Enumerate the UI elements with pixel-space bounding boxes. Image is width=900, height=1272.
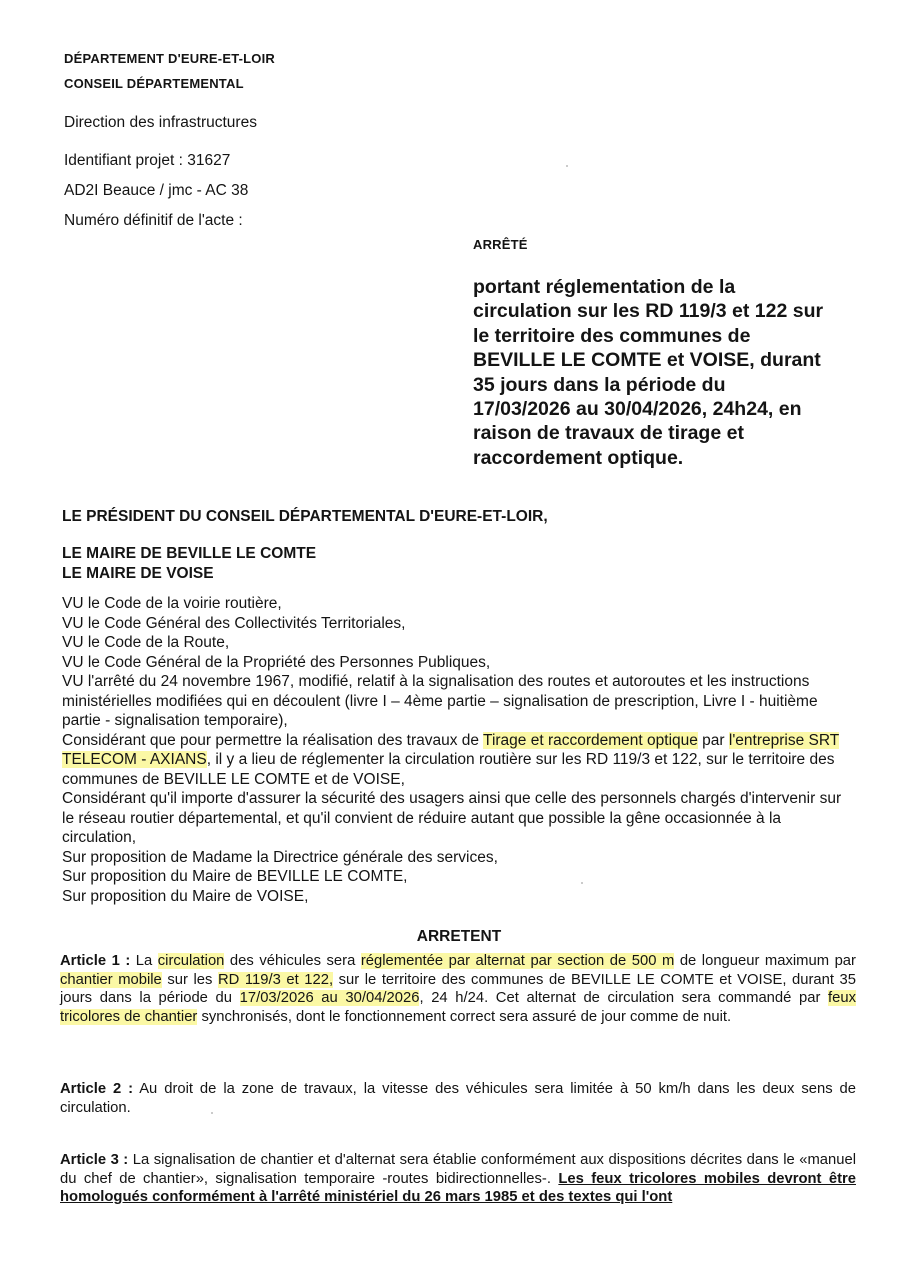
decree-title-line: 17/03/2026 au 30/04/2026, 24h24, en bbox=[473, 398, 802, 421]
highlight-mobile-site: chantier mobile bbox=[60, 971, 162, 988]
decree-title-line: raison de travaux de tirage et bbox=[473, 422, 744, 445]
legal-basis-item: VU le Code Général de la Propriété des Personnes Publiques, bbox=[62, 653, 491, 671]
decree-title-line: BEVILLE LE COMTE et VOISE, durant bbox=[473, 349, 821, 372]
decree-title-line: raccordement optique. bbox=[473, 446, 684, 469]
reference-code: AD2I Beauce / jmc - AC 38 bbox=[64, 182, 249, 199]
mayor-beville-heading: LE MAIRE DE BEVILLE LE COMTE bbox=[62, 545, 317, 562]
highlighted-contractor: l'entreprise SRT TELECOM - AXIANS bbox=[62, 731, 840, 768]
highlight-circulation: circulation bbox=[157, 953, 225, 969]
consideration-works: Considérant que pour permettre la réalisation des travaux de Tirage et raccordement optique par l'entreprise SRT TELECOM - AXIANS, il y a lieu de réglementer la circulation routière sur les RD 119/3 et 122, sur le territoire des communes de BEVILLE LE COMTE et de VOISE, bbox=[62, 731, 840, 788]
article-3: Article 3 : La signalisation de chantier et d'alternat sera établie conformément aux dispositions décrites dans le «manuel du chef de chantier», signalisation temporaire -routes bidirectionnelles-. Les feux tricolores mobiles devront être homologués conformément à l'arrêté ministériel du 26 mars 1985 et des textes qui l'ont bbox=[60, 1152, 857, 1205]
highlighted-works-type: Tirage et raccordement optique bbox=[483, 731, 698, 749]
article-1: Article 1 : La circulation des véhicules sera réglementée par alternat par section de 500 m de longueur maximum par chantier mobile sur les RD 119/3 et 122, sur le territoire des communes de BEVILLE LE COMTE et VOISE, durant 35 jours dans la période du 17/03/2026 au 30/04/2026, 24 h/24. Cet alternat de circulation sera commandé par feux tricolores de chantier synchronisés, dont le fonctionnement correct sera assuré de jour comme de nuit. bbox=[60, 953, 857, 1025]
article-2: Article 2 : Au droit de la zone de travaux, la vitesse des véhicules sera limitée à 50 km/h dans les deux sens de circulation. bbox=[60, 1081, 857, 1116]
highlight-traffic-lights: feux tricolores de chantier bbox=[60, 990, 856, 1025]
legal-basis-item: VU le Code de la voirie routière, bbox=[62, 595, 282, 612]
decree-title-line: 35 jours dans la période du bbox=[473, 373, 726, 396]
mayor-voise-heading: LE MAIRE DE VOISE bbox=[62, 565, 214, 582]
highlight-dates: 17/03/2026 au 30/04/2026 bbox=[239, 990, 420, 1006]
proposal-item: Sur proposition du Maire de VOISE, bbox=[62, 887, 309, 905]
proposal-item: Sur proposition du Maire de BEVILLE LE COMTE, bbox=[62, 868, 408, 885]
decree-title bbox=[473, 275, 873, 470]
direction-name: Direction des infrastructures bbox=[64, 114, 257, 131]
legal-basis-item: VU le Code Général des Collectivités Territoriales, bbox=[62, 614, 406, 632]
consideration-safety: Considérant qu'il importe d'assurer la sécurité des usagers ainsi que celle des personnels chargés d'intervenir sur le réseau routier départemental, et qu'il convient de réduire autant que possible la gêne occasionnée à la circulation, bbox=[62, 790, 842, 846]
scan-speck bbox=[581, 882, 583, 884]
project-id: Identifiant projet : 31627 bbox=[64, 152, 231, 169]
proposal-item: Sur proposition de Madame la Directrice générale des services, bbox=[62, 848, 498, 866]
scan-speck bbox=[211, 1112, 213, 1114]
decree-label: ARRÊTÉ bbox=[473, 237, 528, 252]
considerations-block bbox=[62, 594, 852, 906]
decree-title-line: portant réglementation de la bbox=[473, 276, 736, 298]
decree-title-line: circulation sur les RD 119/3 et 122 sur bbox=[473, 300, 824, 323]
article-1-label: Article 1 : bbox=[60, 953, 131, 969]
highlight-alternat: réglementée par alternat par section de 500 m bbox=[360, 953, 675, 969]
arretent-heading: ARRETENT bbox=[416, 928, 502, 945]
council-name: CONSEIL DÉPARTEMENTAL bbox=[64, 76, 244, 91]
article-3-label: Article 3 : bbox=[60, 1152, 129, 1168]
legal-basis-item: VU le Code de la Route, bbox=[62, 634, 230, 651]
legal-basis-item: VU l'arrêté du 24 novembre 1967, modifié, relatif à la signalisation des routes et autoroutes et les instructions ministérielles modifiées qui en découlent (livre I – 4ème partie – signalisation de prescription, Livre I - huitième partie - signalisation temporaire), bbox=[62, 673, 818, 729]
underlined-requirement: Les feux tricolores mobiles devront être homologués conformément à l'arrêté ministériel du 26 mars 1985 et des textes qui l'ont bbox=[60, 1170, 856, 1205]
highlight-roads: RD 119/3 et 122, bbox=[217, 971, 334, 988]
act-number: Numéro définitif de l'acte : bbox=[64, 212, 243, 229]
president-heading: LE PRÉSIDENT DU CONSEIL DÉPARTEMENTAL D'EURE-ET-LOIR, bbox=[62, 508, 548, 525]
article-2-label: Article 2 : bbox=[60, 1081, 134, 1097]
decree-title-line: le territoire des communes de bbox=[473, 324, 751, 347]
scan-speck bbox=[566, 165, 568, 167]
department-name: DÉPARTEMENT D'EURE-ET-LOIR bbox=[64, 51, 275, 66]
